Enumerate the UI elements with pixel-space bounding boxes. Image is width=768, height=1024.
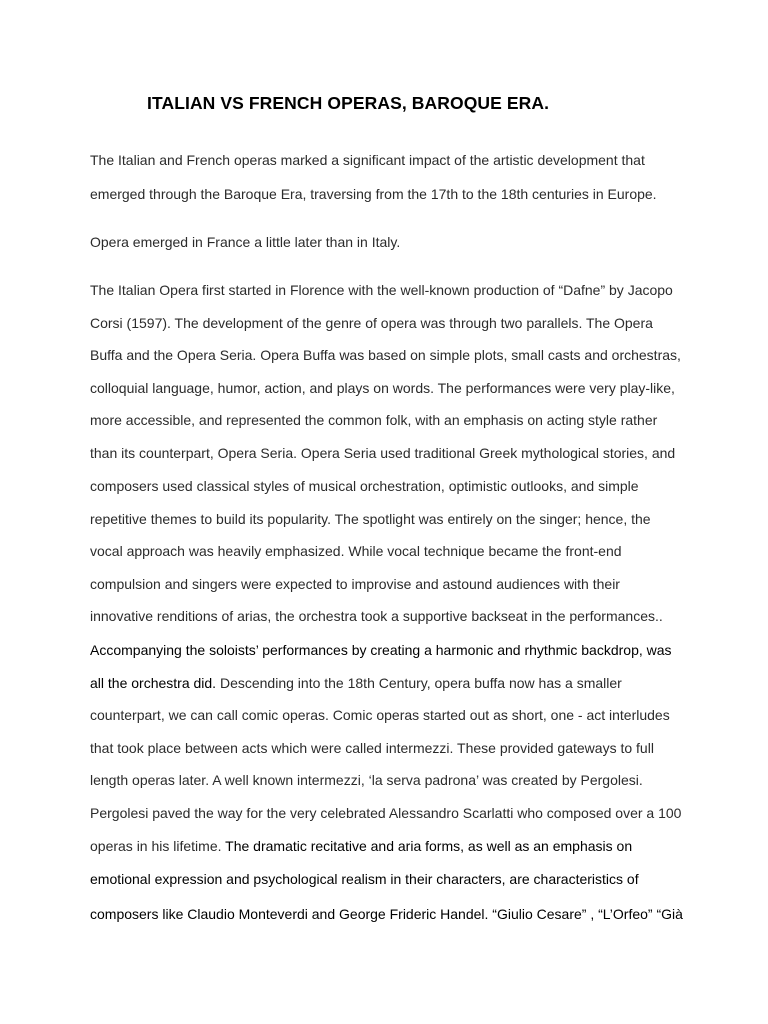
paragraph-1-line: emerged through the Baroque Era, traversing from the 17th to the 18th centuries in Europe.	[90, 186, 657, 202]
scarlatti-phrase: operas in his lifetime.	[90, 838, 222, 854]
paragraph-3-line: innovative renditions of arias, the orchestra took a supportive backseat in the performances..	[90, 608, 663, 624]
paragraph-3-line: length operas later. A well known intermezzi, ‘la serva padrona’ was created by Pergolesi.	[90, 772, 643, 788]
paragraph-3-line: emotional expression and psychological realism in their characters, are characteristics of	[90, 871, 639, 887]
paragraph-3-line: Accompanying the soloists’ performances by creating a harmonic and rhythmic backdrop, was	[90, 642, 672, 658]
eighteenth-century-phrase: Descending into the 18th Century, opera buffa now has a smaller	[216, 675, 622, 691]
paragraph-3-line	[90, 674, 622, 692]
paragraph-3-line: Corsi (1597). The development of the genre of opera was through two parallels. The Opera	[90, 315, 653, 331]
paragraph-3-line: compulsion and singers were expected to improvise and astound audiences with their	[90, 576, 620, 592]
paragraph-3-line: colloquial language, humor, action, and plays on words. The performances were very play-like,	[90, 380, 675, 396]
paragraph-3-line: Buffa and the Opera Seria. Opera Buffa was based on simple plots, small casts and orchestras,	[90, 347, 681, 363]
paragraph-3-line: more accessible, and represented the common folk, with an emphasis on acting style rather	[90, 412, 658, 428]
recitative-phrase: The dramatic recitative and aria forms, as well as an emphasis on	[221, 838, 633, 854]
paragraph-3-line: counterpart, we can call comic operas. Comic operas started out as short, one - act interludes	[90, 707, 670, 723]
paragraph-3-line: than its counterpart, Opera Seria. Opera Seria used traditional Greek mythological stories, and	[90, 445, 676, 461]
document-title: ITALIAN VS FRENCH OPERAS, BAROQUE ERA.	[147, 93, 550, 113]
paragraph-3-line: The Italian Opera first started in Florence with the well-known production of “Dafne” by Jacopo	[90, 282, 673, 298]
paragraph-3-line: vocal approach was heavily emphasized. While vocal technique became the front-end	[90, 543, 622, 559]
paragraph-3-line	[90, 837, 632, 855]
paragraph-3-line: repetitive themes to build its popularity. The spotlight was entirely on the singer; hence, the	[90, 511, 651, 527]
paragraph-1-line: The Italian and French operas marked a significant impact of the artistic development that	[90, 152, 645, 168]
paragraph-3-line: Pergolesi paved the way for the very celebrated Alessandro Scarlatti who composed over a 100	[90, 805, 682, 821]
paragraph-3-line: that took place between acts which were called intermezzi. These provided gateways to full	[90, 740, 654, 756]
paragraph-3-line: composers like Claudio Monteverdi and George Frideric Handel. “Giulio Cesare” , “L’Orfeo” “Già	[90, 906, 683, 922]
paragraph-3-line: composers used classical styles of musical orchestration, optimistic outlooks, and simple	[90, 478, 639, 494]
orchestra-phrase: all the orchestra did.	[90, 675, 217, 691]
paragraph-2-line: Opera emerged in France a little later than in Italy.	[90, 234, 401, 250]
